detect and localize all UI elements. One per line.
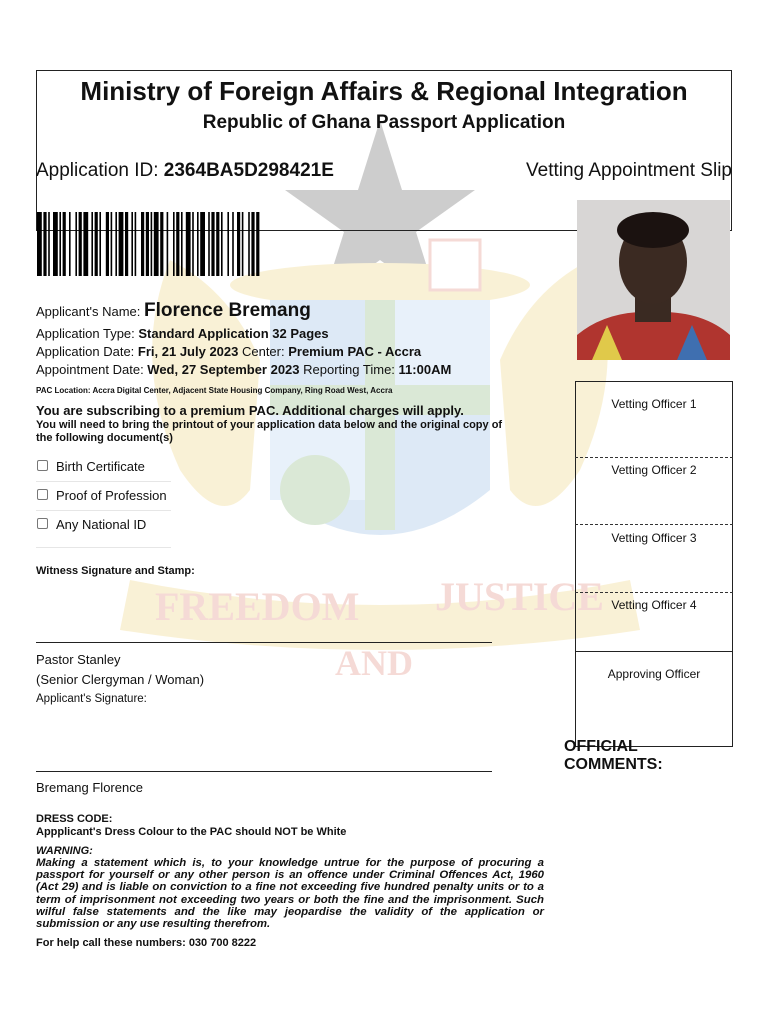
witness-signature-line [36,642,492,643]
vetting-divider [575,592,733,593]
applicant-name: Florence Bremang [143,300,311,321]
divider [36,481,171,482]
vetting-panel [575,381,733,747]
witness-name: Pastor Stanley [36,652,121,667]
application-type-row: Application Type: Standard Application 32 Pages [36,326,329,341]
applicant-signature-line [36,771,492,772]
document-label: Birth Certificate [56,459,145,474]
vetting-divider [575,457,733,458]
official-comments: OFFICIAL COMMENTS: [564,738,663,773]
application-id: Application ID: 2364BA5D298421E [36,160,334,181]
document-label: Proof of Profession [56,488,167,503]
warning-title: WARNING: [36,845,93,857]
approving-officer: Approving Officer [607,667,701,681]
motto-and: AND [335,643,413,683]
document-checkbox[interactable] [37,518,48,529]
witness-title: (Senior Clergyman / Woman) [36,672,205,687]
divider [36,510,171,511]
vetting-officer-2: Vetting Officer 2 [611,463,697,477]
premium-notice: You are subscribing to a premium PAC. Additional charges will apply. [36,403,464,418]
motto-freedom: FREEDOM [155,584,360,629]
applicant-signature-label: Applicant's Signature: [36,693,147,705]
vetting-divider [575,651,733,652]
dress-code-text: Appplicant's Dress Colour to the PAC should NOT be White [36,826,347,838]
vetting-divider [575,524,733,525]
ministry-title: Ministry of Foreign Affairs & Regional Integration [80,76,688,106]
slip-title: Vetting Appointment Slip [526,160,732,181]
pac-location: PAC Location: Accra Digital Center, Adjacent State Housing Company, Ring Road West, Accra [36,386,393,395]
divider [36,547,171,548]
dress-code-title: DRESS CODE: [36,813,113,825]
barcode [37,212,401,276]
instruction-line-2: the following document(s) [36,432,173,444]
instruction-line-1: You will need to bring the printout of your application data below and the original copy of [36,419,503,431]
applicant-signature-name: Bremang Florence [36,780,143,795]
vetting-officer-3: Vetting Officer 3 [611,531,697,545]
appointment-date-row: Appointment Date: Wed, 27 September 2023 Reporting Time: 11:00AM [36,362,452,377]
warning-text: Making a statement which is, to your knowledge untrue for the purpose of procuring a passport for yourself or any other person is an offence under Criminal Offences Act, 1960 (Act 29) and is liable on conviction to a fine not exceeding five hundred penalty units or to a term of imprisonment not exceeding two years or both the fine and the imprisonment. Such wilful false statements and the like may jeopardise the validity of the application or submission or any use resulting therefrom. [36,857,544,931]
document-checkbox[interactable] [37,460,48,471]
applicant-photo [577,200,730,360]
witness-label: Witness Signature and Stamp: [36,565,195,577]
help-line: For help call these numbers: 030 700 8222 [36,937,257,949]
motto-justice: JUSTICE [435,574,604,619]
document-label: Any National ID [56,517,147,532]
vetting-officer-4: Vetting Officer 4 [611,598,697,612]
vetting-officer-1: Vetting Officer 1 [611,397,697,411]
document-checkbox[interactable] [37,489,48,500]
republic-subtitle: Republic of Ghana Passport Application [202,112,566,133]
applicant-name-row: Applicant's Name: Florence Bremang [36,300,311,321]
application-date-row: Application Date: Fri, 21 July 2023 Center: Premium PAC - Accra [36,344,422,359]
